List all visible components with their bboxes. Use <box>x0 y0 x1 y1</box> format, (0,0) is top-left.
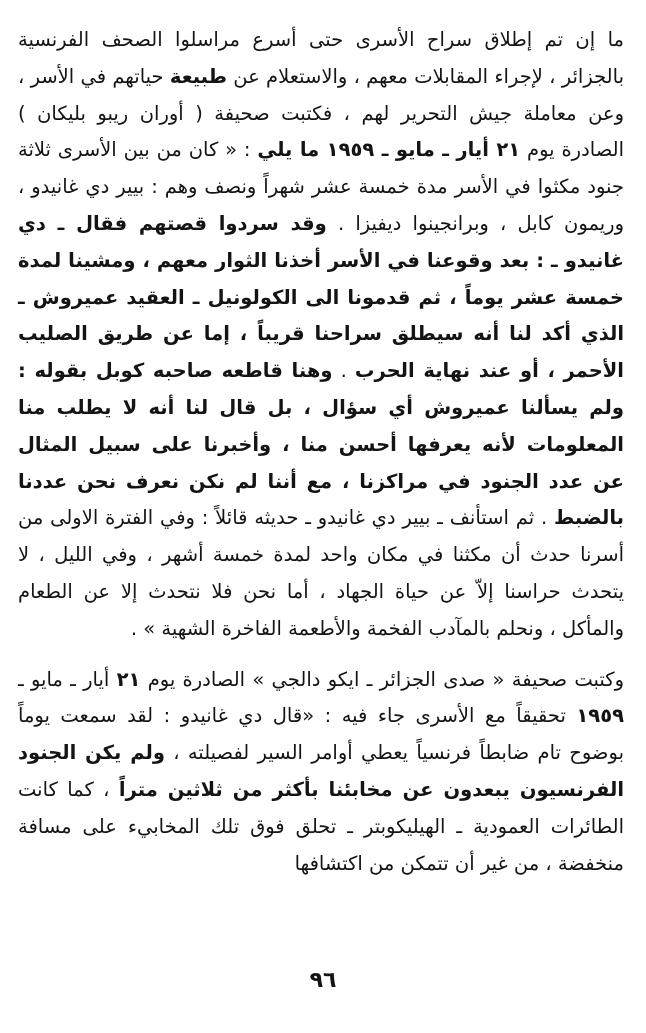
paragraph-1 <box>18 22 624 648</box>
paragraph-2-text: ، كما كانت الطائرات العمودية ـ الهيليكوبتر ـ تحلق فوق تلك المخابيء على مسافة منخفضة ، من غير أن تتمكن من اكتشافها <box>18 777 624 875</box>
paragraph-1-bold-quote: وقد سردوا قصتهم فقال ـ دي غانيدو ـ : بعد وقوعنا في الأسر أخذنا الثوار معهم ، ومشينا لمدة خمسة عشر يوماً ، ثم قدمونا الى الكولونيل ـ العقيد عميروش ـ الذي أكد لنا أنه سيطلق سراحنا قريباً ، إما عن طريق الصليب الأحمر ، أو عند نهاية الحرب <box>18 211 624 383</box>
paragraph-1-bold-quote: وهنا قاطعه صاحبه كوبل بقوله : ولم يسألنا عميروش أي سؤال ، بل قال لنا أنه لا يطلب منا المعلومات لأنه يعرفها أحسن منا ، وأخبرنا على سبيل المثال عن عدد الجنود في مراكزنا ، مع أننا لم نكن نعرف نحن عددنا بالضبط <box>18 359 624 530</box>
paragraph-2 <box>18 662 624 883</box>
paragraph-1-bold-date: ٢١ أيار ـ مايو ـ ١٩٥٩ ما يلي <box>257 138 521 162</box>
paragraph-2-text: أيار ـ مايو ـ <box>18 667 117 691</box>
paragraph-2-bold-quote: ولم يكن الجنود الفرنسيون يبعدون عن مخابئنا بأكثر من ثلاثين متراً <box>18 741 625 801</box>
book-page <box>18 22 624 1012</box>
paragraph-1-text: حياتهم في الأسر ، وعن معاملة جيش التحرير لهم ، فكتبت صحيفة ( أوران ريبو بليكان ) الصادرة يوم <box>18 64 624 162</box>
paragraph-2-bold-year: ١٩٥٩ <box>576 704 624 728</box>
paragraph-1-text: . ثم استأنف ـ بيير دي غانيدو ـ حديثه قائلاً : وفي الفترة الاولى من أسرنا حدث أن مكثنا في مكان واحد لمدة خمسة أشهر ، وفي الليل ، لا يتحدث حراسنا إلاّ عن حياة الجهاد ، أما نحن فلا نتحدث إلا عن الطعام والمأكل ، ونحلم بالمآدب الفخمة والأطعمة الفاخرة الشهية » . <box>18 506 624 640</box>
paragraph-1-text: ما إن تم إطلاق سراح الأسرى حتى أسرع مراسلوا الصحف الفرنسية بالجزائر ، لإجراء المقابلات معهم ، والاستعلام عن <box>18 28 624 88</box>
paragraph-2-bold-day: ٢١ <box>116 667 141 691</box>
page-number: ٩٦ <box>309 968 337 993</box>
paragraph-1-text: : « كان من بين الأسرى ثلاثة جنود مكثوا في الأسر مدة خمسة عشر شهراً ونصف وهم : بيير دي غانيدو ، وريمون كابل ، وبرانجينوا ديفيزا . <box>18 138 624 235</box>
paragraph-1-bold-phrase: طبيعة <box>169 64 227 88</box>
paragraph-2-text: تحقيقاً مع الأسرى جاء فيه : «قال دي غانيدو : لقد سمعت يوماً بوضوح تام ضابطاً فرنسياً يعطي أوامر السير لفصيلته ، <box>18 704 624 765</box>
paragraph-1-text: . <box>332 359 355 383</box>
paragraph-2-text: وكتبت صحيفة « صدى الجزائر ـ ايكو دالجي » الصادرة يوم <box>140 667 624 691</box>
